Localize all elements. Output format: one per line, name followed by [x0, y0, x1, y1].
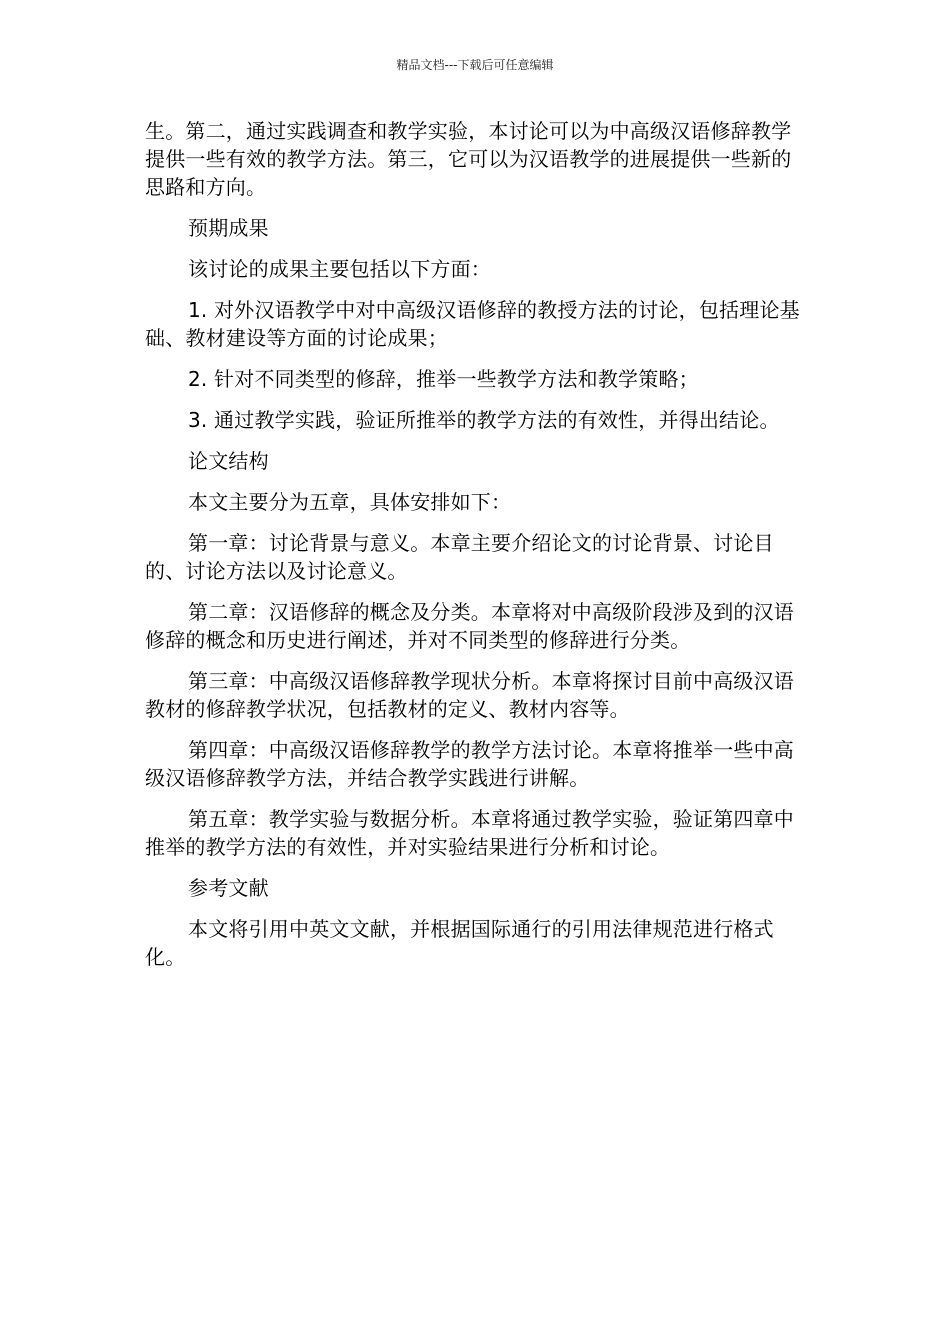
page-header: 精品文档---下载后可任意编辑 [396, 58, 554, 72]
chapter-1-description: 第一章：讨论背景与意义。本章主要介绍论文的讨论背景、讨论目的、讨论方法以及讨论意义。 [145, 531, 774, 583]
list-item-1: 1. 对外汉语教学中对中高级汉语修辞的教授方法的讨论，包括理论基础、教材建设等方面的讨论成果； [145, 298, 800, 350]
section-heading-expected-results: 预期成果 [188, 216, 269, 240]
section-heading-references: 参考文献 [188, 876, 269, 900]
paragraph-structure-intro: 本文主要分为五章，具体安排如下： [188, 490, 512, 514]
paragraph-continuation: 生。第二，通过实践调查和教学实验，本讨论可以为中高级汉语修辞教学提供一些有效的教学方法。第三，它可以为汉语教学的进展提供一些新的思路和方向。 [145, 119, 792, 199]
chapter-3-description: 第三章：中高级汉语修辞教学现状分析。本章将探讨目前中高级汉语教材的修辞教学状况，包括教材的定义、教材内容等。 [145, 669, 794, 721]
list-item-3: 3. 通过教学实践，验证所推举的教学方法的有效性，并得出结论。 [188, 408, 780, 432]
document-body [145, 117, 805, 984]
chapter-2-description: 第二章：汉语修辞的概念及分类。本章将对中高级阶段涉及到的汉语修辞的概念和历史进行阐述，并对不同类型的修辞进行分类。 [145, 600, 794, 652]
paragraph-references: 本文将引用中英文文献，并根据国际通行的引用法律规范进行格式化。 [145, 917, 774, 969]
list-item-2: 2. 针对不同类型的修辞，推举一些教学方法和教学策略； [188, 367, 699, 391]
paragraph-results-intro: 该讨论的成果主要包括以下方面： [188, 257, 491, 281]
chapter-4-description: 第四章：中高级汉语修辞教学的教学方法讨论。本章将推举一些中高级汉语修辞教学方法，并结合教学实践进行讲解。 [145, 738, 794, 790]
section-heading-thesis-structure: 论文结构 [188, 449, 269, 473]
chapter-5-description: 第五章：教学实验与数据分析。本章将通过教学实验，验证第四章中推举的教学方法的有效性，并对实验结果进行分析和讨论。 [145, 807, 794, 859]
